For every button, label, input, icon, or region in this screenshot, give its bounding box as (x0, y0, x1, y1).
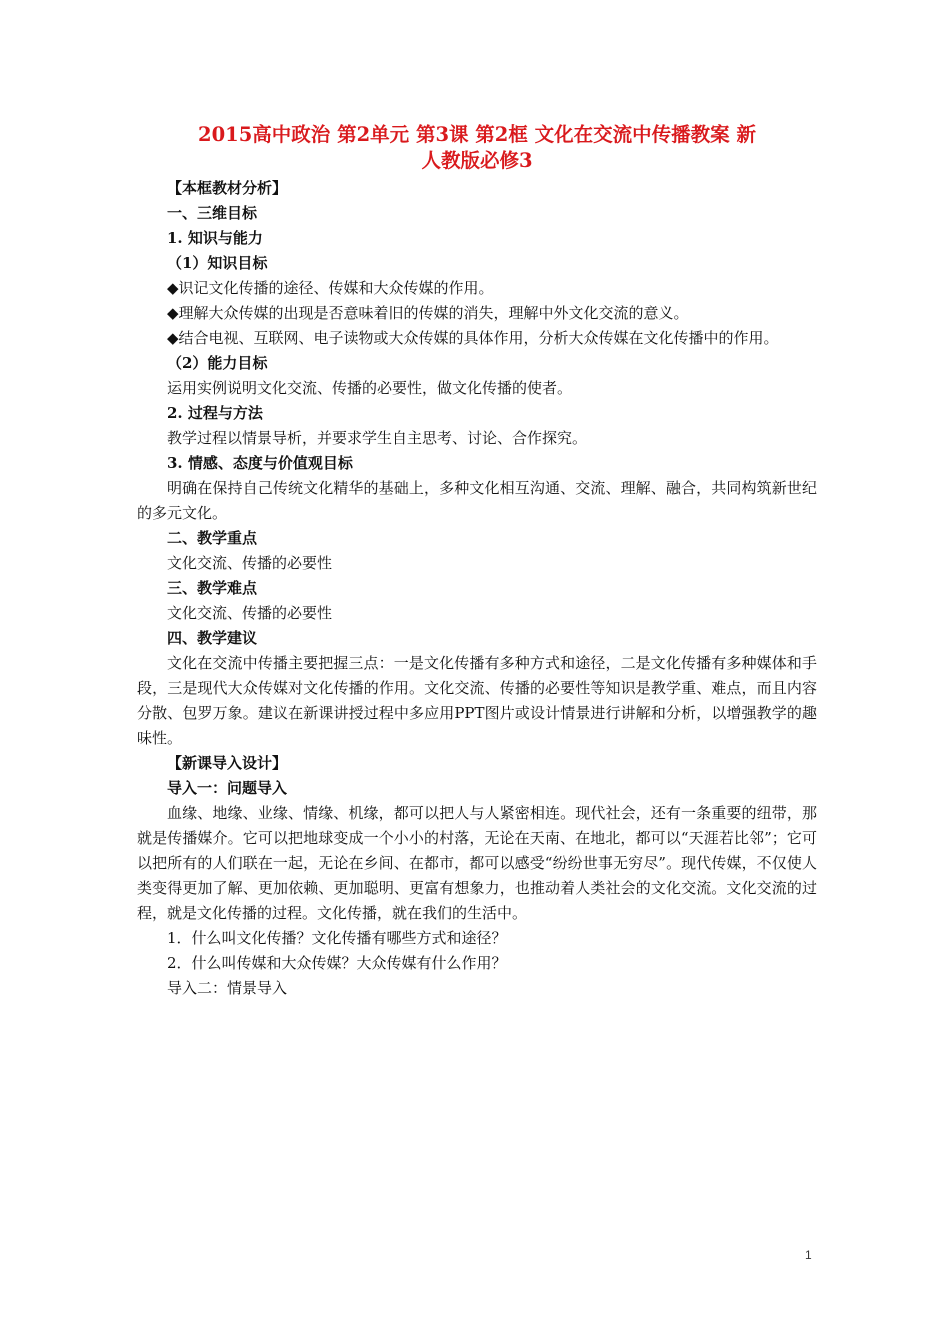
question-2: 2．什么叫传媒和大众传媒？大众传媒有什么作用？ (167, 954, 507, 972)
knowledge-item: ◆结合电视、互联网、电子读物或大众传媒的具体作用，分析大众传媒在文化传播中的作用。 (167, 329, 779, 347)
process-text: 教学过程以情景导析，并要求学生自主思考、讨论、合作探究。 (167, 429, 588, 447)
ability-goal-heading: （2）能力目标 (167, 354, 268, 372)
ability-text: 运用实例说明文化交流、传播的必要性，做文化传播的使者。 (167, 379, 573, 397)
knowledge-goal-heading: （1）知识目标 (167, 254, 268, 272)
intro1-text: 血缘、地缘、业缘、情缘、机缘，都可以把人与人紧密相连。现代社会，还有一条重要的纽带，那就是传播媒介。它可以把地球变成一个小小的村落，无论在天南、在地北，都可以“天涯若比邻”；它可以把所有的人们联在一起，无论在乡间、在都市，都可以感受“纷纷世事无穷尽”。现代传媒，不仅使人类变得更加了解、更加依赖、更加聪明、更富有想象力，也推动着人类社会的文化交流。文化交流的过程，就是文化传播的过程。文化传播，就在我们的生活中。 (137, 804, 817, 922)
difficulty-heading: 三、教学难点 (167, 579, 258, 597)
difficulty-text: 文化交流、传播的必要性 (167, 604, 333, 622)
process-heading: 2. 过程与方法 (167, 404, 263, 422)
knowledge-item: ◆理解大众传媒的出现是否意味着旧的传媒的消失，理解中外文化交流的意义。 (167, 304, 689, 322)
intro2-heading: 导入二：情景导入 (167, 979, 288, 997)
intro1-heading: 导入一：问题导入 (167, 779, 288, 797)
title-line-2: 人教版必修3 (421, 149, 533, 172)
emotion-text: 明确在保持自己传统文化精华的基础上，多种文化相互沟通、交流、理解、融合，共同构筑新世纪的多元文化。 (137, 479, 817, 522)
key-point-text: 文化交流、传播的必要性 (167, 554, 333, 572)
emotion-heading: 3. 情感、态度与价值观目标 (167, 454, 353, 472)
document-title (137, 122, 817, 174)
suggestion-text: 文化在交流中传播主要把握三点：一是文化传播有多种方式和途径，二是文化传播有多种媒体和手段，三是现代大众传媒对文化传播的作用。文化交流、传播的必要性等知识是教学重、难点，而且内容分散、包罗万象。建议在新课讲授过程中多应用PPT图片或设计情景进行讲解和分析，以增强教学的趣味性。 (137, 654, 817, 747)
title-line-1: 2015高中政治 第2单元 第3课 第2框 文化在交流中传播教案 新 (198, 123, 756, 146)
key-point-heading: 二、教学重点 (167, 529, 258, 547)
suggestion-heading: 四、教学建议 (167, 629, 258, 647)
document-page (137, 122, 817, 1001)
knowledge-item: ◆识记文化传播的途径、传媒和大众传媒的作用。 (167, 279, 494, 297)
section-analysis-heading: 【本框教材分析】 (167, 179, 288, 197)
goals-heading: 一、三维目标 (167, 204, 258, 222)
page-number: 1 (805, 1248, 812, 1262)
question-1: 1．什么叫文化传播？文化传播有哪些方式和途径？ (167, 929, 507, 947)
knowledge-ability-heading: 1. 知识与能力 (167, 229, 263, 247)
section-intro-heading: 【新课导入设计】 (167, 754, 288, 772)
